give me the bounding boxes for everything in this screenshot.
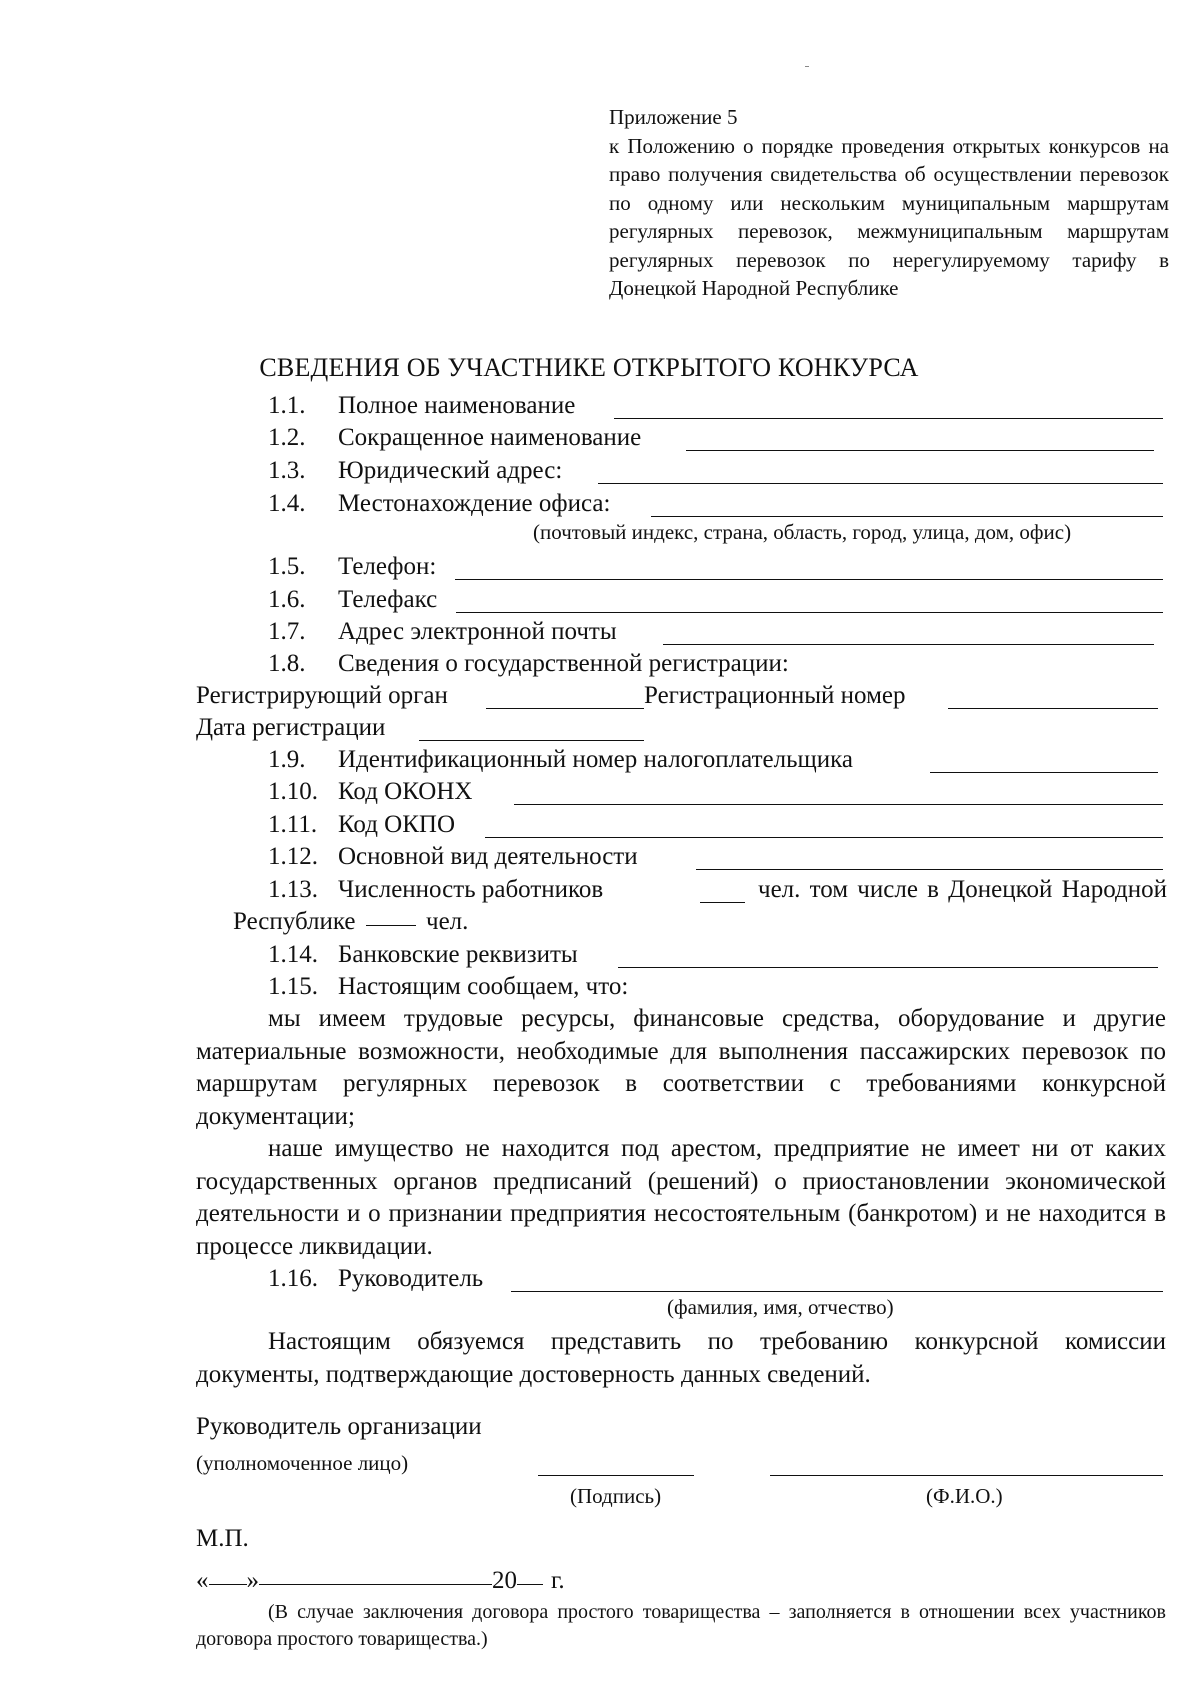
item-number: 1.6. — [268, 586, 306, 613]
item-number: 1.12. — [268, 843, 318, 870]
item-label: Настоящим сообщаем, что: — [338, 973, 629, 1000]
year-suffix: г. — [551, 1567, 565, 1594]
office-location-line[interactable] — [651, 516, 1163, 517]
item-label: Код ОКПО — [338, 811, 456, 838]
item-1-3 — [268, 455, 562, 487]
head-hint: (фамилия, имя, отчество) — [667, 1295, 894, 1319]
fio-hint: (Ф.И.О.) — [926, 1484, 1003, 1508]
item-number: 1.11. — [268, 811, 318, 838]
item-1-1 — [268, 390, 575, 422]
okonh-line[interactable] — [514, 804, 1163, 805]
item-1-15 — [268, 971, 628, 1003]
item-label: Банковские реквизиты — [338, 941, 578, 968]
item-label: Код ОКОНХ — [338, 778, 473, 805]
month-line[interactable] — [259, 1584, 492, 1585]
email-line[interactable] — [663, 644, 1154, 645]
office-hint: (почтовый индекс, страна, область, город, улица, дом, офис) — [533, 520, 1072, 544]
item-label: Сведения о государственной регистрации: — [338, 650, 789, 677]
reg-date-label: Дата регистрации — [196, 714, 386, 741]
item-1-5 — [268, 551, 436, 583]
statement-property: наше имущество не находится под арестом, предприятие не имеет ни от каких государственных органов предписаний (решений) о приостановлении экономической деятельности и о признании предприятия несостоятельным (банкротом) и не находится в процессе ликвидации. — [196, 1135, 1166, 1260]
phone-line[interactable] — [455, 579, 1163, 580]
appendix-title: Приложение 5 — [609, 105, 738, 129]
signature-line[interactable] — [538, 1475, 694, 1476]
item-1-12 — [268, 841, 638, 873]
reg-date-line[interactable] — [419, 740, 644, 741]
okpo-line[interactable] — [485, 837, 1163, 838]
date-row — [196, 1565, 565, 1597]
activity-line[interactable] — [696, 869, 1163, 870]
org-head-label: Руководитель организации — [196, 1413, 482, 1440]
obligation-text: Настоящим обязуемся представить по требованию конкурсной комиссии документы, подтверждающие достоверность данных сведений. — [196, 1328, 1166, 1388]
full-name-line[interactable] — [614, 418, 1163, 419]
item-1-10 — [268, 776, 472, 808]
item-number: 1.5. — [268, 553, 306, 580]
item-1-8 — [268, 648, 789, 680]
authorized-person-label: (уполномоченное лицо) — [196, 1451, 409, 1475]
year-prefix: 20 — [492, 1567, 517, 1594]
item-1-13 — [268, 874, 1167, 906]
item-1-2 — [268, 422, 641, 454]
item-label: Телефакс — [338, 586, 438, 613]
item-1-14 — [268, 939, 578, 971]
item-number: 1.15. — [268, 973, 318, 1000]
tax-id-line[interactable] — [930, 772, 1158, 773]
item-number: 1.3. — [268, 457, 306, 484]
bank-details-line[interactable] — [618, 967, 1158, 968]
stamp-label: М.П. — [196, 1525, 249, 1552]
item-1-16 — [268, 1263, 483, 1295]
scan-dot — [805, 66, 809, 67]
fax-line[interactable] — [456, 612, 1163, 613]
reg-body-line[interactable] — [486, 708, 644, 709]
item-number: 1.7. — [268, 618, 306, 645]
item-label: Сокращенное наименование — [338, 424, 642, 451]
reg-number-label: Регистрационный номер — [644, 682, 906, 709]
item-label: Юридический адрес: — [338, 457, 563, 484]
appendix-text: к Положению о порядке проведения открытых конкурсов на право получения свидетельства об осуществлении перевозок по одному или нескольким муниципальным маршрутам регулярных перевозок, межмуниципальным маршрутам регулярных перевозок по нерегулируемому тарифу в Донецкой Народной Республике — [609, 133, 1169, 300]
item-label: Численность работников — [338, 876, 604, 903]
item-number: 1.1. — [268, 392, 306, 419]
item-label: Адрес электронной почты — [338, 618, 617, 645]
item-number: 1.2. — [268, 424, 306, 451]
partnership-note: (В случае заключения договора простого товарищества – заполняется в отношении всех участников договора простого товарищества.) — [196, 1601, 1166, 1650]
item-number: 1.14. — [268, 941, 318, 968]
item-1-4 — [268, 488, 610, 520]
signature-hint: (Подпись) — [570, 1484, 662, 1508]
staff-unit: чел. — [426, 908, 469, 935]
legal-address-line[interactable] — [598, 483, 1163, 484]
item-label: Местонахождение офиса: — [338, 490, 611, 517]
staff-mid-text: чел. том числе в Донецкой Народной — [758, 876, 1167, 903]
staff-republic — [233, 906, 468, 938]
item-label: Идентификационный номер налогоплательщика — [338, 746, 854, 773]
item-1-6 — [268, 584, 437, 616]
item-label: Телефон: — [338, 553, 437, 580]
date-quote-open: « — [196, 1567, 209, 1594]
reg-number-line[interactable] — [948, 708, 1158, 709]
form-title: СВЕДЕНИЯ ОБ УЧАСТНИКЕ ОТКРЫТОГО КОНКУРСА — [259, 353, 919, 382]
item-number: 1.13. — [268, 876, 318, 903]
item-1-7 — [268, 616, 617, 648]
head-name-line[interactable] — [511, 1291, 1163, 1292]
item-number: 1.4. — [268, 490, 306, 517]
item-number: 1.9. — [268, 746, 306, 773]
year-line[interactable] — [517, 1584, 543, 1585]
short-name-line[interactable] — [686, 450, 1154, 451]
item-number: 1.8. — [268, 650, 306, 677]
staff-republic-line[interactable] — [366, 925, 416, 926]
reg-body-label: Регистрирующий орган — [196, 682, 448, 709]
item-number: 1.16. — [268, 1265, 318, 1292]
item-1-9 — [268, 744, 853, 776]
day-line[interactable] — [209, 1584, 247, 1585]
statement-resources: мы имеем трудовые ресурсы, финансовые средства, оборудование и другие материальные возможности, необходимые для выполнения пассажирских перевозок по маршрутам регулярных перевозок в соответствии с требованиями конкурсной документации; — [196, 1005, 1166, 1130]
item-label: Основной вид деятельности — [338, 843, 638, 870]
item-number: 1.10. — [268, 778, 318, 805]
date-quote-close: » — [246, 1567, 259, 1594]
appendix-block — [609, 103, 1169, 303]
full-name-sign-line[interactable] — [770, 1475, 1163, 1476]
staff-count-line[interactable] — [700, 902, 745, 903]
item-label: Руководитель — [338, 1265, 484, 1292]
item-1-11 — [268, 809, 455, 841]
item-label: Полное наименование — [338, 392, 576, 419]
staff-republic-label: Республике — [233, 908, 356, 935]
